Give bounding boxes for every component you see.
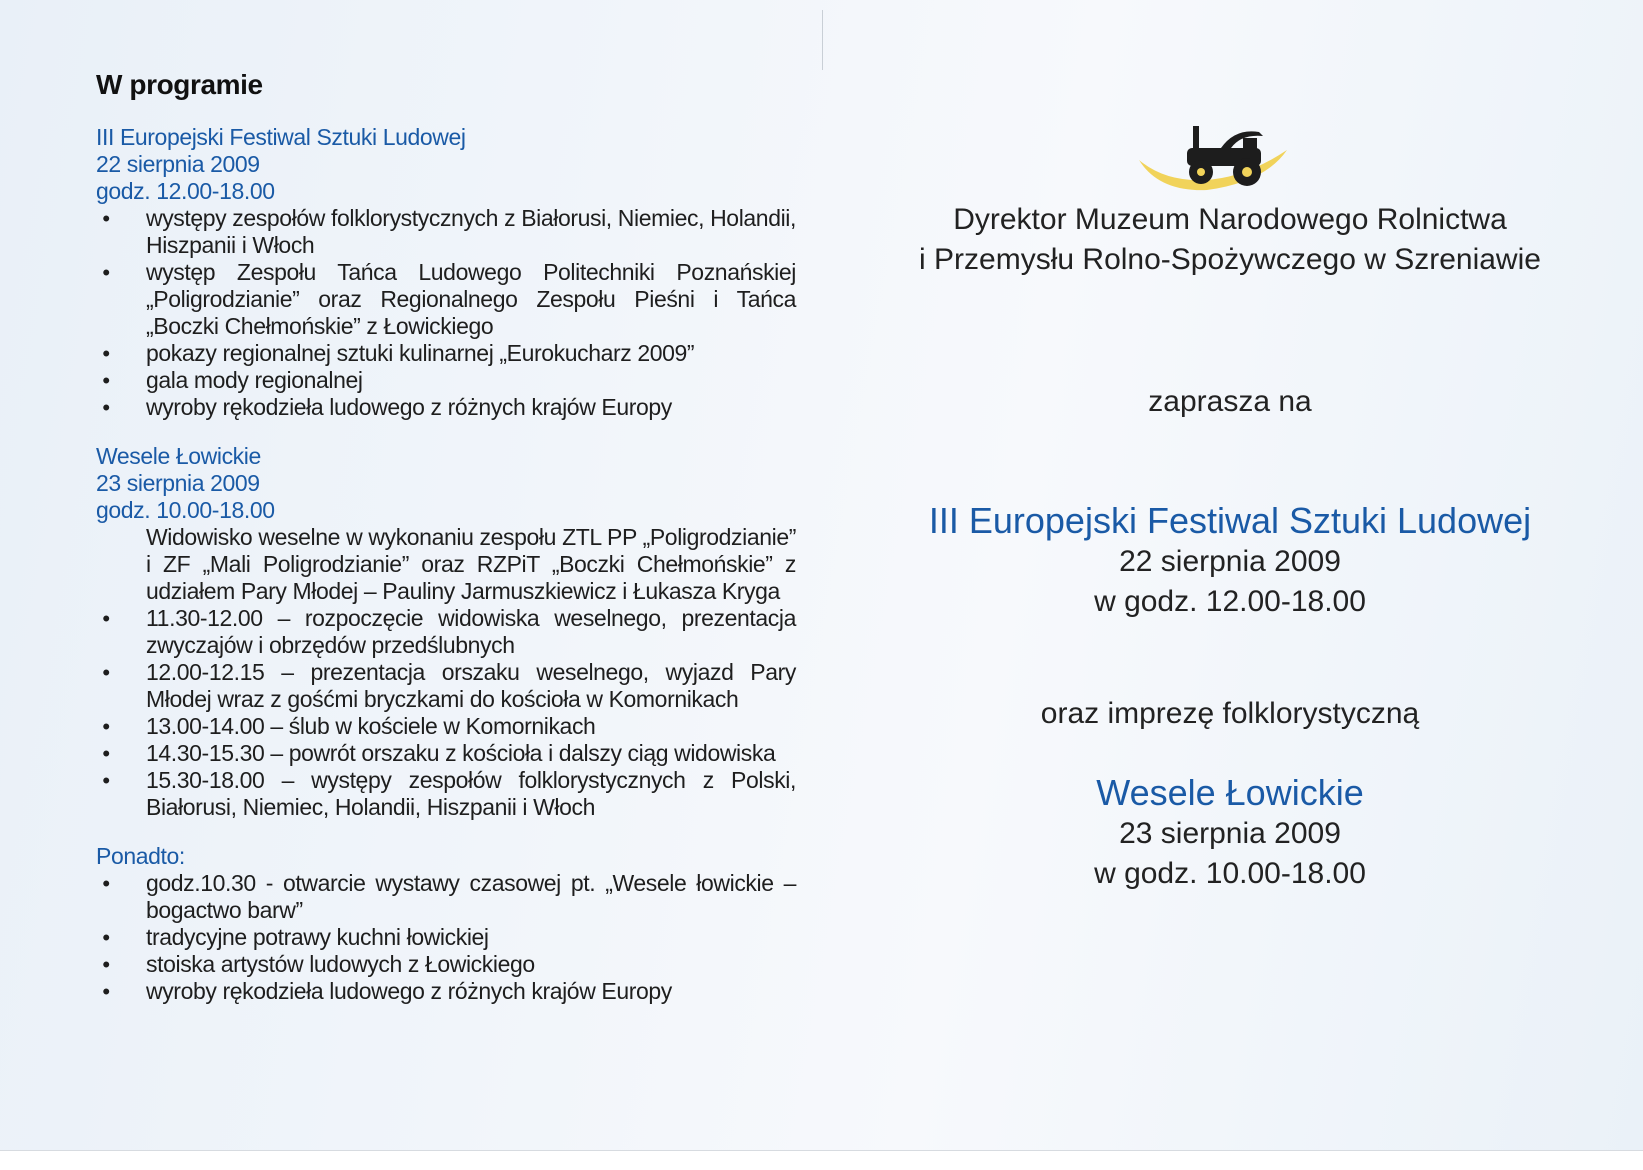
- section-title: III Europejski Festiwal Sztuki Ludowej: [96, 124, 466, 150]
- list-item: • stoiska artystów ludowych z Łowickiego: [96, 951, 796, 978]
- list-item: • pokazy regionalnej sztuki kulinarnej „Eurokucharz 2009”: [96, 340, 796, 367]
- bullet-icon: •: [102, 979, 110, 1004]
- list-item: • godz.10.30 - otwarcie wystawy czasowej pt. „Wesele łowickie – bogactwo barw”: [96, 870, 796, 924]
- list-item: • 11.30-12.00 – rozpoczęcie widowiska weselnego, prezentacja zwyczajów i obrzędów przedślubnych: [96, 605, 796, 659]
- bullet-icon: •: [102, 871, 110, 896]
- bullet-icon: •: [102, 606, 110, 631]
- section-date: 22 sierpnia 2009: [96, 151, 260, 177]
- program-section-wedding: [96, 443, 796, 821]
- wedding-items: [96, 605, 796, 821]
- also-text: oraz imprezę folklorystyczną: [1040, 697, 1420, 730]
- event-date: 22 sierpnia 2009: [1119, 545, 1341, 578]
- bullet-icon: •: [102, 341, 110, 366]
- event-title: III Europejski Festiwal Sztuki Ludowej: [928, 500, 1532, 541]
- invitation-panel: [860, 100, 1600, 890]
- list-item: • 13.00-14.00 – ślub w kościele w Komornikach: [96, 713, 796, 740]
- list-item: • 14.30-15.30 – powrót orszaku z kościoła i dalszy ciąg widowiska: [96, 740, 796, 767]
- list-item: • wyroby rękodzieła ludowego z różnych krajów Europy: [96, 978, 796, 1005]
- section-time: godz. 10.00-18.00: [96, 497, 275, 523]
- bullet-icon: •: [102, 206, 110, 231]
- organizer-line: i Przemysłu Rolno-Spożywczego w Szreniawie: [919, 243, 1541, 276]
- event-festival: [860, 500, 1600, 622]
- event-date: 23 sierpnia 2009: [1119, 817, 1341, 850]
- bullet-icon: •: [102, 368, 110, 393]
- bullet-icon: •: [102, 714, 110, 739]
- program-section-extra: [96, 843, 796, 1005]
- extra-items: [96, 870, 796, 1005]
- fold-line: [822, 10, 823, 70]
- bullet-icon: •: [102, 768, 110, 793]
- list-item: • gala mody regionalnej: [96, 367, 796, 394]
- bullet-icon: •: [102, 952, 110, 977]
- list-item: • wyroby rękodzieła ludowego z różnych krajów Europy: [96, 394, 796, 421]
- festival-items: [96, 205, 796, 421]
- list-item: • występ Zespołu Tańca Ludowego Politechniki Poznańskiej „Poligrodzianie” oraz Regionalnego Zespołu Pieśni i Tańca „Boczki Chełmońskie” z Łowickiego: [96, 259, 796, 340]
- section-date: 23 sierpnia 2009: [96, 470, 260, 496]
- bullet-icon: •: [102, 660, 110, 685]
- steam-locomobile-logo-icon: [1135, 120, 1295, 200]
- page-bottom-edge: [0, 1150, 1643, 1170]
- section-time: godz. 12.00-18.00: [96, 178, 275, 204]
- list-item: • 12.00-12.15 – prezentacja orszaku weselnego, wyjazd Pary Młodej wraz z gośćmi bryczkami do kościoła w Komornikach: [96, 659, 796, 713]
- list-item: • występy zespołów folklorystycznych z Białorusi, Niemiec, Holandii, Hiszpanii i Włoch: [96, 205, 796, 259]
- event-time: w godz. 12.00-18.00: [1094, 585, 1366, 618]
- bullet-icon: •: [102, 395, 110, 420]
- event-time: w godz. 10.00-18.00: [1094, 857, 1366, 890]
- list-item: • tradycyjne potrawy kuchni łowickiej: [96, 924, 796, 951]
- bullet-icon: •: [102, 741, 110, 766]
- invites-text: zaprasza na: [1148, 385, 1312, 418]
- program-section-festival: [96, 124, 796, 421]
- list-item: • 15.30-18.00 – występy zespołów folklorystycznych z Polski, Białorusi, Niemiec, Holandii, Hiszpanii i Włoch: [96, 767, 796, 821]
- museum-logo: [860, 100, 1600, 200]
- program-heading: W programie: [96, 69, 263, 100]
- section-title: Ponadto:: [96, 843, 185, 869]
- event-title: Wesele Łowickie: [1096, 772, 1364, 813]
- bullet-icon: •: [102, 925, 110, 950]
- wedding-intro: Widowisko weselne w wykonaniu zespołu ZTL PP „Poligrodzianie” i ZF „Mali Poligrodzianie” oraz RZPiT „Boczki Chełmońskie” z udziałem Pary Młodej – Pauliny Jarmuszkiewicz i Łukasza Kryga: [146, 524, 796, 604]
- section-title: Wesele Łowickie: [96, 443, 261, 469]
- bullet-icon: •: [102, 260, 110, 285]
- event-wedding: [860, 772, 1600, 894]
- program-panel: [96, 68, 796, 1027]
- organizer-line: Dyrektor Muzeum Narodowego Rolnictwa: [953, 203, 1507, 236]
